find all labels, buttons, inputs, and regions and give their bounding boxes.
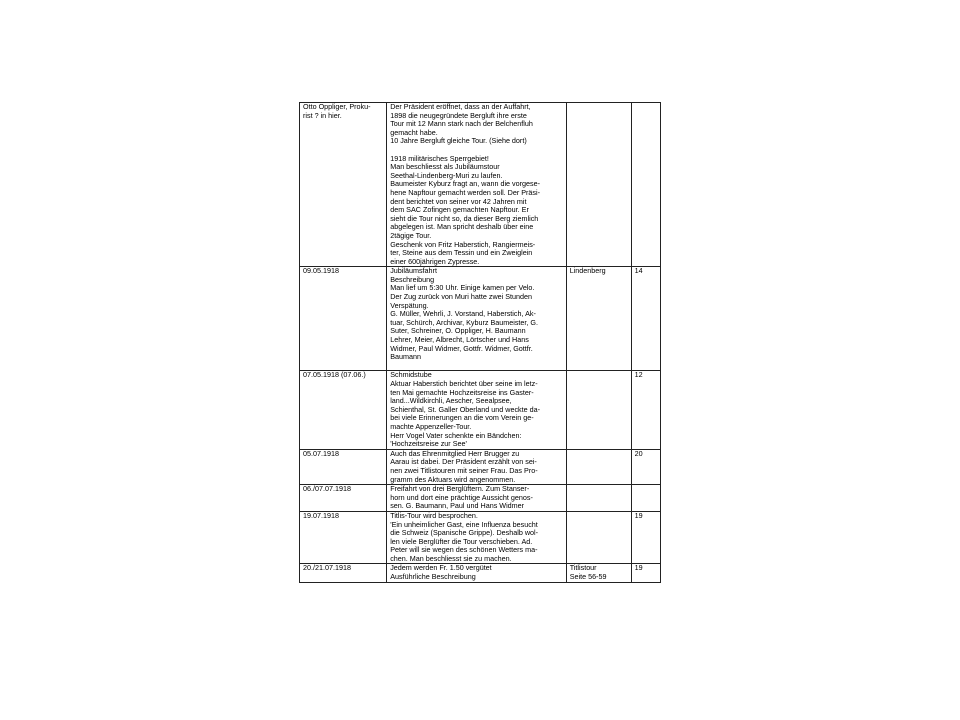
text-cell <box>387 564 566 582</box>
text-line: tuar, Schürch, Archivar, Kyburz Baumeister, G. <box>390 317 539 327</box>
text-line: len viele Berglüfter die Tour verschieben. Ad. <box>390 536 533 546</box>
place-line: Seite 56-59 <box>569 572 607 582</box>
page-cell <box>631 103 660 267</box>
table-row <box>300 449 661 484</box>
text-line: 'Ein unheimlicher Gast, eine Influenza besucht <box>390 519 538 529</box>
text-line: land...Wildkirchli, Aescher, Seealpsee, <box>390 396 512 406</box>
date-cell <box>300 485 387 512</box>
text-line: gemacht habe. <box>390 127 438 137</box>
place-cell <box>566 371 631 449</box>
page-number: 20 <box>634 449 643 458</box>
table-row <box>300 511 661 564</box>
date-line: 06./07.07.1918 <box>303 484 351 494</box>
text-line: 1918 militärisches Sperrgebiet! <box>390 153 489 163</box>
text-line: Widmer, Paul Widmer, Gottfr. Widmer, Gottfr. <box>390 343 533 353</box>
text-line: sen. G. Baumann, Paul und Hans Widmer <box>390 501 525 511</box>
page-cell <box>631 485 660 512</box>
text-line: Seethal-Lindenberg-Muri zu laufen. <box>390 170 503 180</box>
page-number: 14 <box>634 266 643 276</box>
text-cell <box>387 371 566 449</box>
minutes-table-body <box>300 103 661 583</box>
text-line: gramm des Aktuars wird angenommen. <box>390 474 516 484</box>
page-cell <box>631 564 660 582</box>
text-line: machte Appenzeller-Tour. <box>390 421 472 431</box>
text-line: sieht die Tour nicht so, da dieser Berg ziemlich <box>390 213 539 223</box>
text-line: Der Zug zurück von Muri hatte zwei Stunden <box>390 292 533 302</box>
text-line: Baumeister Kyburz fragt an, wann die vorgese- <box>390 179 541 189</box>
date-line: 19.07.1918 <box>303 511 339 520</box>
text-line: Herr Vogel Vater schenkte ein Bändchen: <box>390 430 522 440</box>
text-line: Lehrer, Meier, Albrecht, Lörtscher und Hans <box>390 335 529 345</box>
text-line: G. Müller, Wehrli, J. Vorstand, Haberstich, Ak- <box>390 309 536 319</box>
page-cell <box>631 371 660 449</box>
place-cell <box>566 267 631 371</box>
text-cell <box>387 449 566 484</box>
text-cell <box>387 267 566 371</box>
place-line: Titlistour <box>569 563 597 573</box>
text-line: Man beschliesst als Jubiläumstour <box>390 162 500 172</box>
text-line: dent berichtet von seiner vor 42 Jahren mit <box>390 196 527 206</box>
text-line: Jedem werden Fr. 1.50 vergütet <box>390 563 492 573</box>
text-line: Peter will sie wegen des schönen Wetters ma- <box>390 545 538 555</box>
text-line: hene Napftour gemacht werden soll. Der Präsi- <box>390 187 541 197</box>
text-line: Tour mit 12 Mann stark nach der Belchenfluh <box>390 119 533 129</box>
text-line: bei viele Erinnerungen an die vom Verein ge- <box>390 413 534 423</box>
page-number: 12 <box>634 370 643 380</box>
text-line: Aarau ist dabei. Der Präsident erzählt von sei- <box>390 457 537 467</box>
date-line: rist ? in hier. <box>303 110 342 120</box>
text-line: Titlis-Tour wird besprochen. <box>390 511 478 520</box>
text-line: Baumann <box>390 352 421 362</box>
table-row <box>300 485 661 512</box>
text-line: dem SAC Zofingen gemachten Napftour. Er <box>390 205 529 215</box>
table-row <box>300 103 661 267</box>
date-line: 05.07.1918 <box>303 449 339 458</box>
text-line: 'Hochzeitsreise zur See' <box>390 439 467 449</box>
text-cell <box>387 485 566 512</box>
text-cell <box>387 103 566 267</box>
place-cell <box>566 511 631 564</box>
text-line <box>390 362 562 371</box>
text-line: 1898 die neugegründete Bergluft ihre erste <box>390 110 527 120</box>
text-line: Ausführliche Beschreibung <box>390 572 476 582</box>
date-line: 09.05.1918 <box>303 266 339 276</box>
text-line: 10 Jahre Bergluft gleiche Tour. (Siehe dort) <box>390 136 527 146</box>
place-cell <box>566 103 631 267</box>
text-line: Man lief um 5:30 Uhr. Einige kamen per Velo. <box>390 283 535 293</box>
page-cell <box>631 511 660 564</box>
place-cell <box>566 485 631 512</box>
text-line: Schienthal, St. Galler Oberland und weckte da- <box>390 404 541 414</box>
page-cell <box>631 267 660 371</box>
text-line: Schmidstube <box>390 370 432 380</box>
date-cell <box>300 564 387 582</box>
page-cell <box>631 449 660 484</box>
text-line: horn und dort eine prächtige Aussicht genos- <box>390 492 533 502</box>
text-line: Jubiläumsfahrt <box>390 266 437 276</box>
text-line: abgelegen ist. Man spricht deshalb über eine <box>390 222 534 232</box>
date-line: Otto Oppliger, Proku- <box>303 102 371 111</box>
table-row <box>300 564 661 582</box>
text-line: Aktuar Haberstich berichtet über seine im letz- <box>390 379 538 388</box>
text-line: einer 600jährigen Zypresse. <box>390 256 480 266</box>
text-line: Suter, Schreiner, O. Oppliger, H. Baumann <box>390 326 526 336</box>
minutes-table <box>299 102 661 583</box>
text-line: Der Präsident eröffnet, dass an der Auffahrt, <box>390 102 531 111</box>
date-line: 07.05.1918 (07.06.) <box>303 370 366 380</box>
text-line: Auch das Ehrenmitglied Herr Brugger zu <box>390 449 520 458</box>
place-cell <box>566 449 631 484</box>
date-line: 20./21.07.1918 <box>303 563 351 573</box>
text-line: die Schweiz (Spanische Grippe). Deshalb wol- <box>390 528 539 538</box>
text-line: Freifahrt von drei Berglüftern. Zum Stanser- <box>390 484 530 494</box>
page-number: 19 <box>634 563 643 573</box>
text-line: chen. Man beschliesst sie zu machen. <box>390 553 512 563</box>
place-line: Lindenberg <box>569 266 606 276</box>
text-line: Geschenk von Fritz Haberstich, Rangiermeis- <box>390 239 536 249</box>
date-cell <box>300 267 387 371</box>
date-cell <box>300 511 387 564</box>
date-cell <box>300 103 387 267</box>
table-row <box>300 371 661 449</box>
date-cell <box>300 371 387 449</box>
text-cell <box>387 511 566 564</box>
text-line: ter, Steine aus dem Tessin und ein Zweiglein <box>390 248 533 258</box>
text-line: ten Mai gemachte Hochzeitsreise ins Gaster- <box>390 387 534 397</box>
text-line: Verspätung. <box>390 300 429 310</box>
page-number: 19 <box>634 511 643 520</box>
table-row <box>300 267 661 371</box>
date-cell <box>300 449 387 484</box>
text-line: nen zwei Titlistouren mit seiner Frau. Das Pro- <box>390 465 538 475</box>
text-line: Beschreibung <box>390 274 435 284</box>
place-cell <box>566 564 631 582</box>
text-line: 2tägige Tour. <box>390 230 432 240</box>
